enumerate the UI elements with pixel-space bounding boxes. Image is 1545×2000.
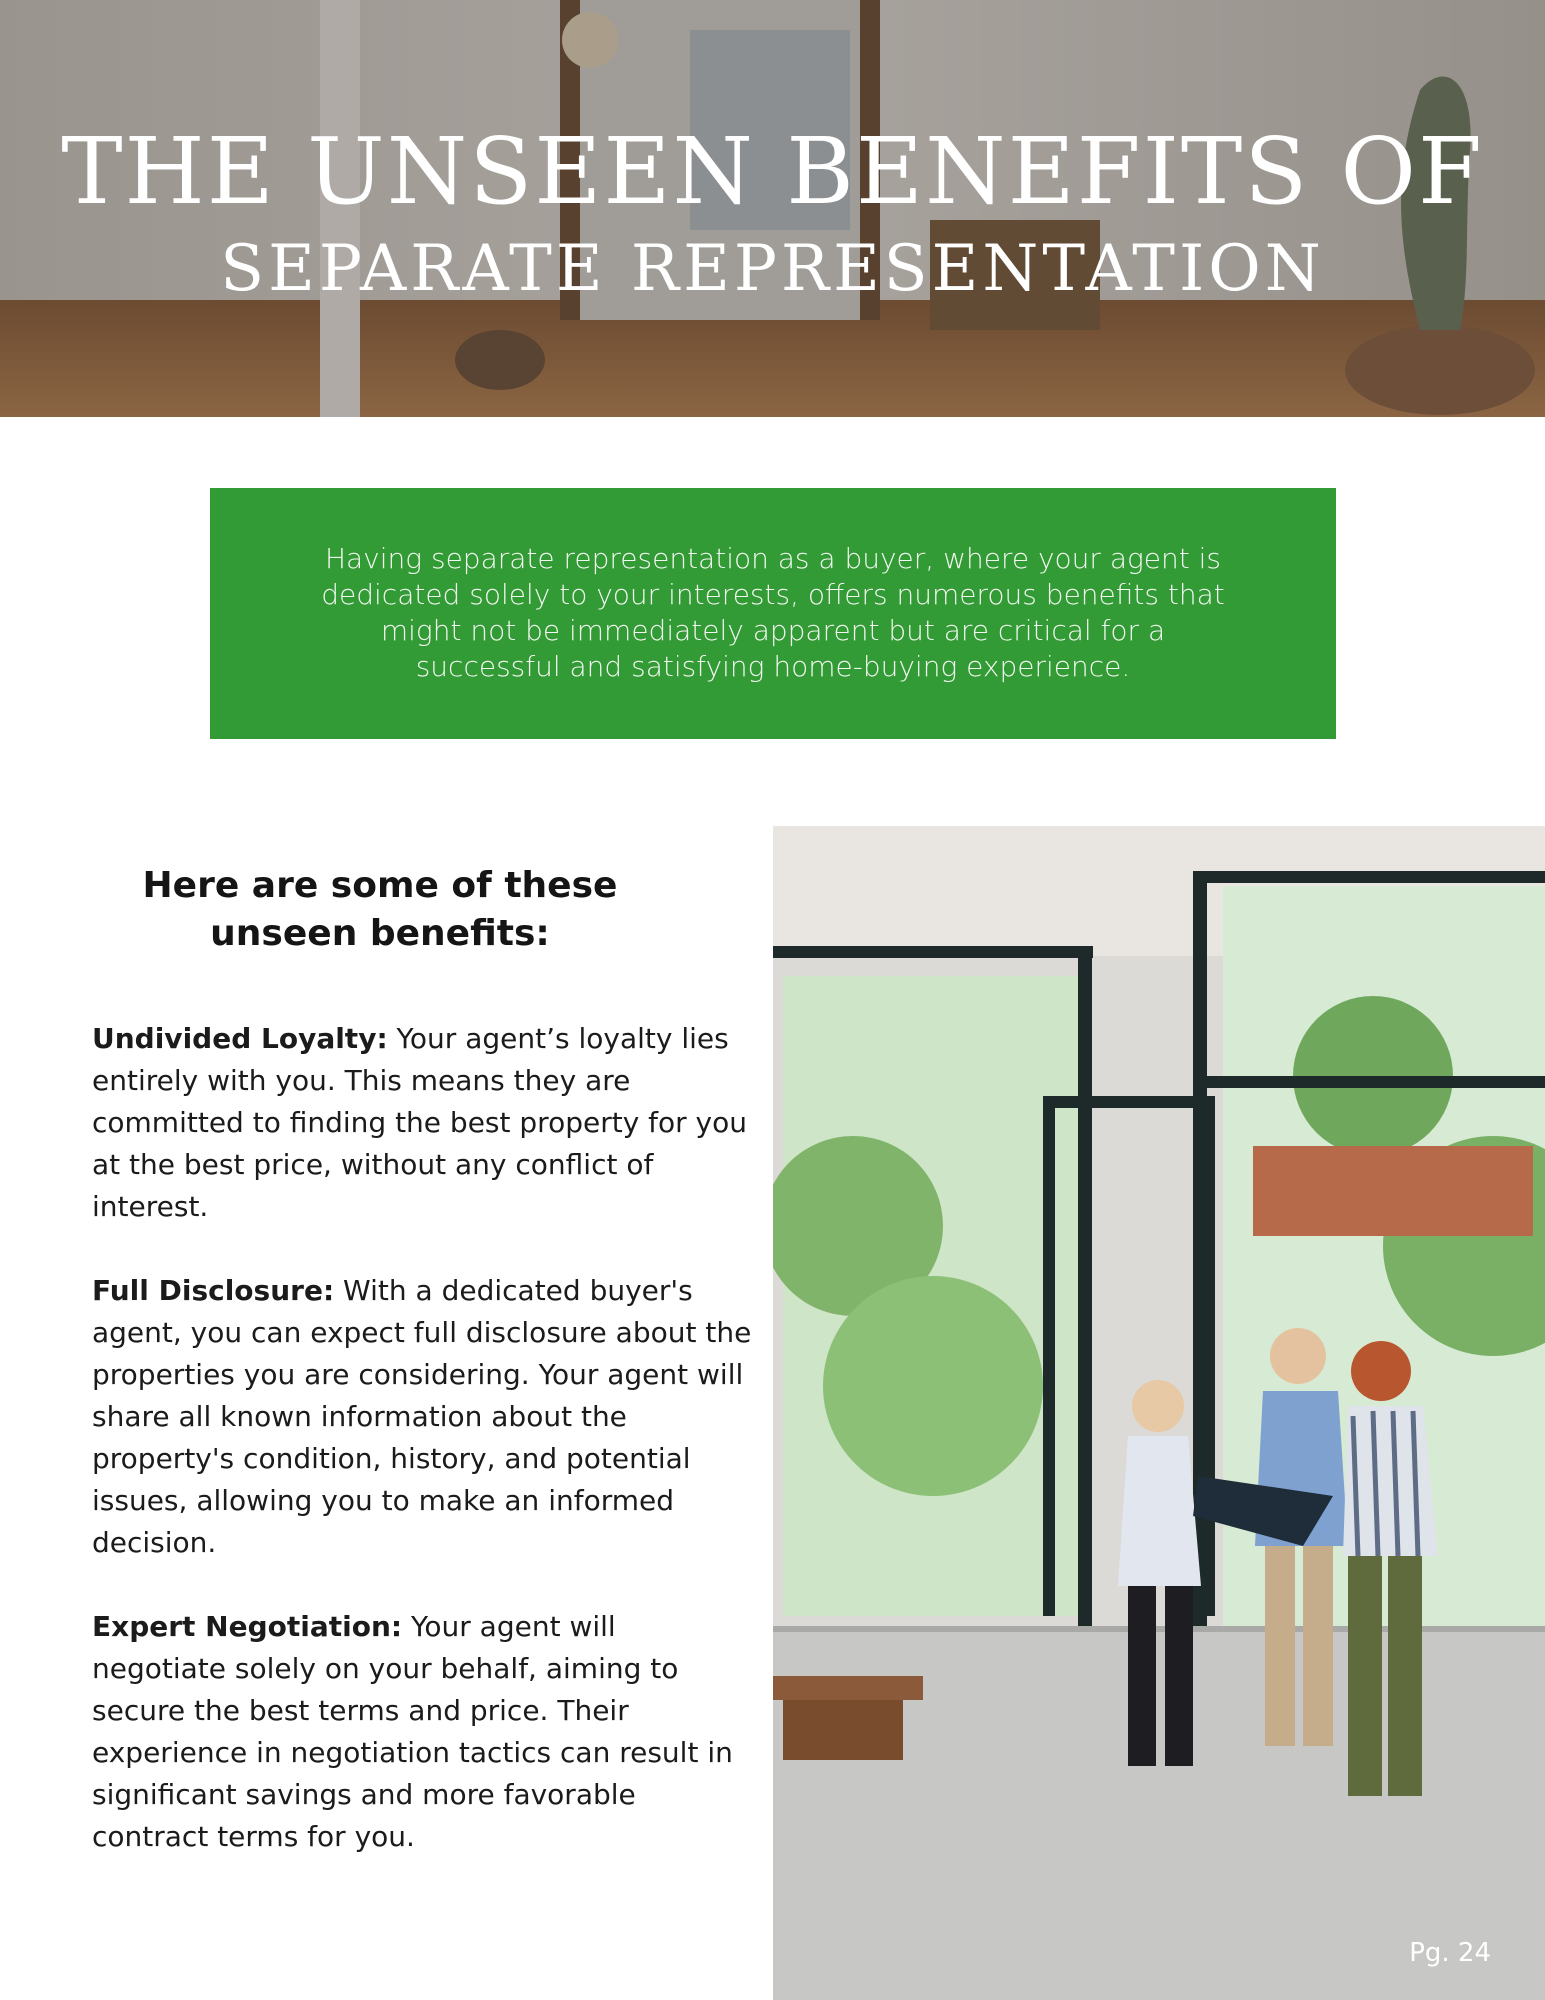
intro-text: Having separate representation as a buyer, where your agent is dedicated solely to your interests, offers numerous benefits that might not be immediately apparent but are critical for a successful and satisfying home-buying experience. xyxy=(321,542,1225,683)
benefit-undivided-loyalty xyxy=(92,1018,752,1228)
agent-meeting-photo xyxy=(773,826,1545,2000)
benefits-heading-line1: Here are some of these xyxy=(142,865,618,906)
benefit-title: Expert Negotiation: xyxy=(92,1610,403,1643)
benefit-title: Full Disclosure: xyxy=(92,1274,335,1307)
benefit-title: Undivided Loyalty: xyxy=(92,1022,388,1055)
benefits-list xyxy=(92,1018,752,1900)
page-number: Pg. 24 xyxy=(1409,1938,1491,1968)
page-title-line2: SEPARATE REPRESENTATION xyxy=(220,232,1325,306)
hero-banner xyxy=(0,0,1545,417)
page-title-line1: THE UNSEEN BENEFITS OF xyxy=(61,118,1484,225)
benefit-text: Your agent will negotiate solely on your behalf, aiming to secure the best terms and price. Their experience in negotiation tactics can result in significant savings and more favorable contract terms for you. xyxy=(92,1610,733,1853)
benefit-full-disclosure xyxy=(92,1270,752,1564)
benefits-heading xyxy=(90,862,670,958)
benefit-text: With a dedicated buyer's agent, you can expect full disclosure about the properties you are considering. Your agent will share all known information about the property's condition, history, and potential issues, allowing you to make an informed decision. xyxy=(92,1274,752,1559)
photo-illustration xyxy=(773,826,1545,2000)
benefit-text: Your agent’s loyalty lies entirely with you. This means they are committed to finding the best property for you at the best price, without any conflict of interest. xyxy=(92,1022,748,1223)
benefit-expert-negotiation xyxy=(92,1606,752,1858)
benefits-heading-line2: unseen benefits: xyxy=(210,913,550,954)
intro-callout xyxy=(210,488,1336,739)
